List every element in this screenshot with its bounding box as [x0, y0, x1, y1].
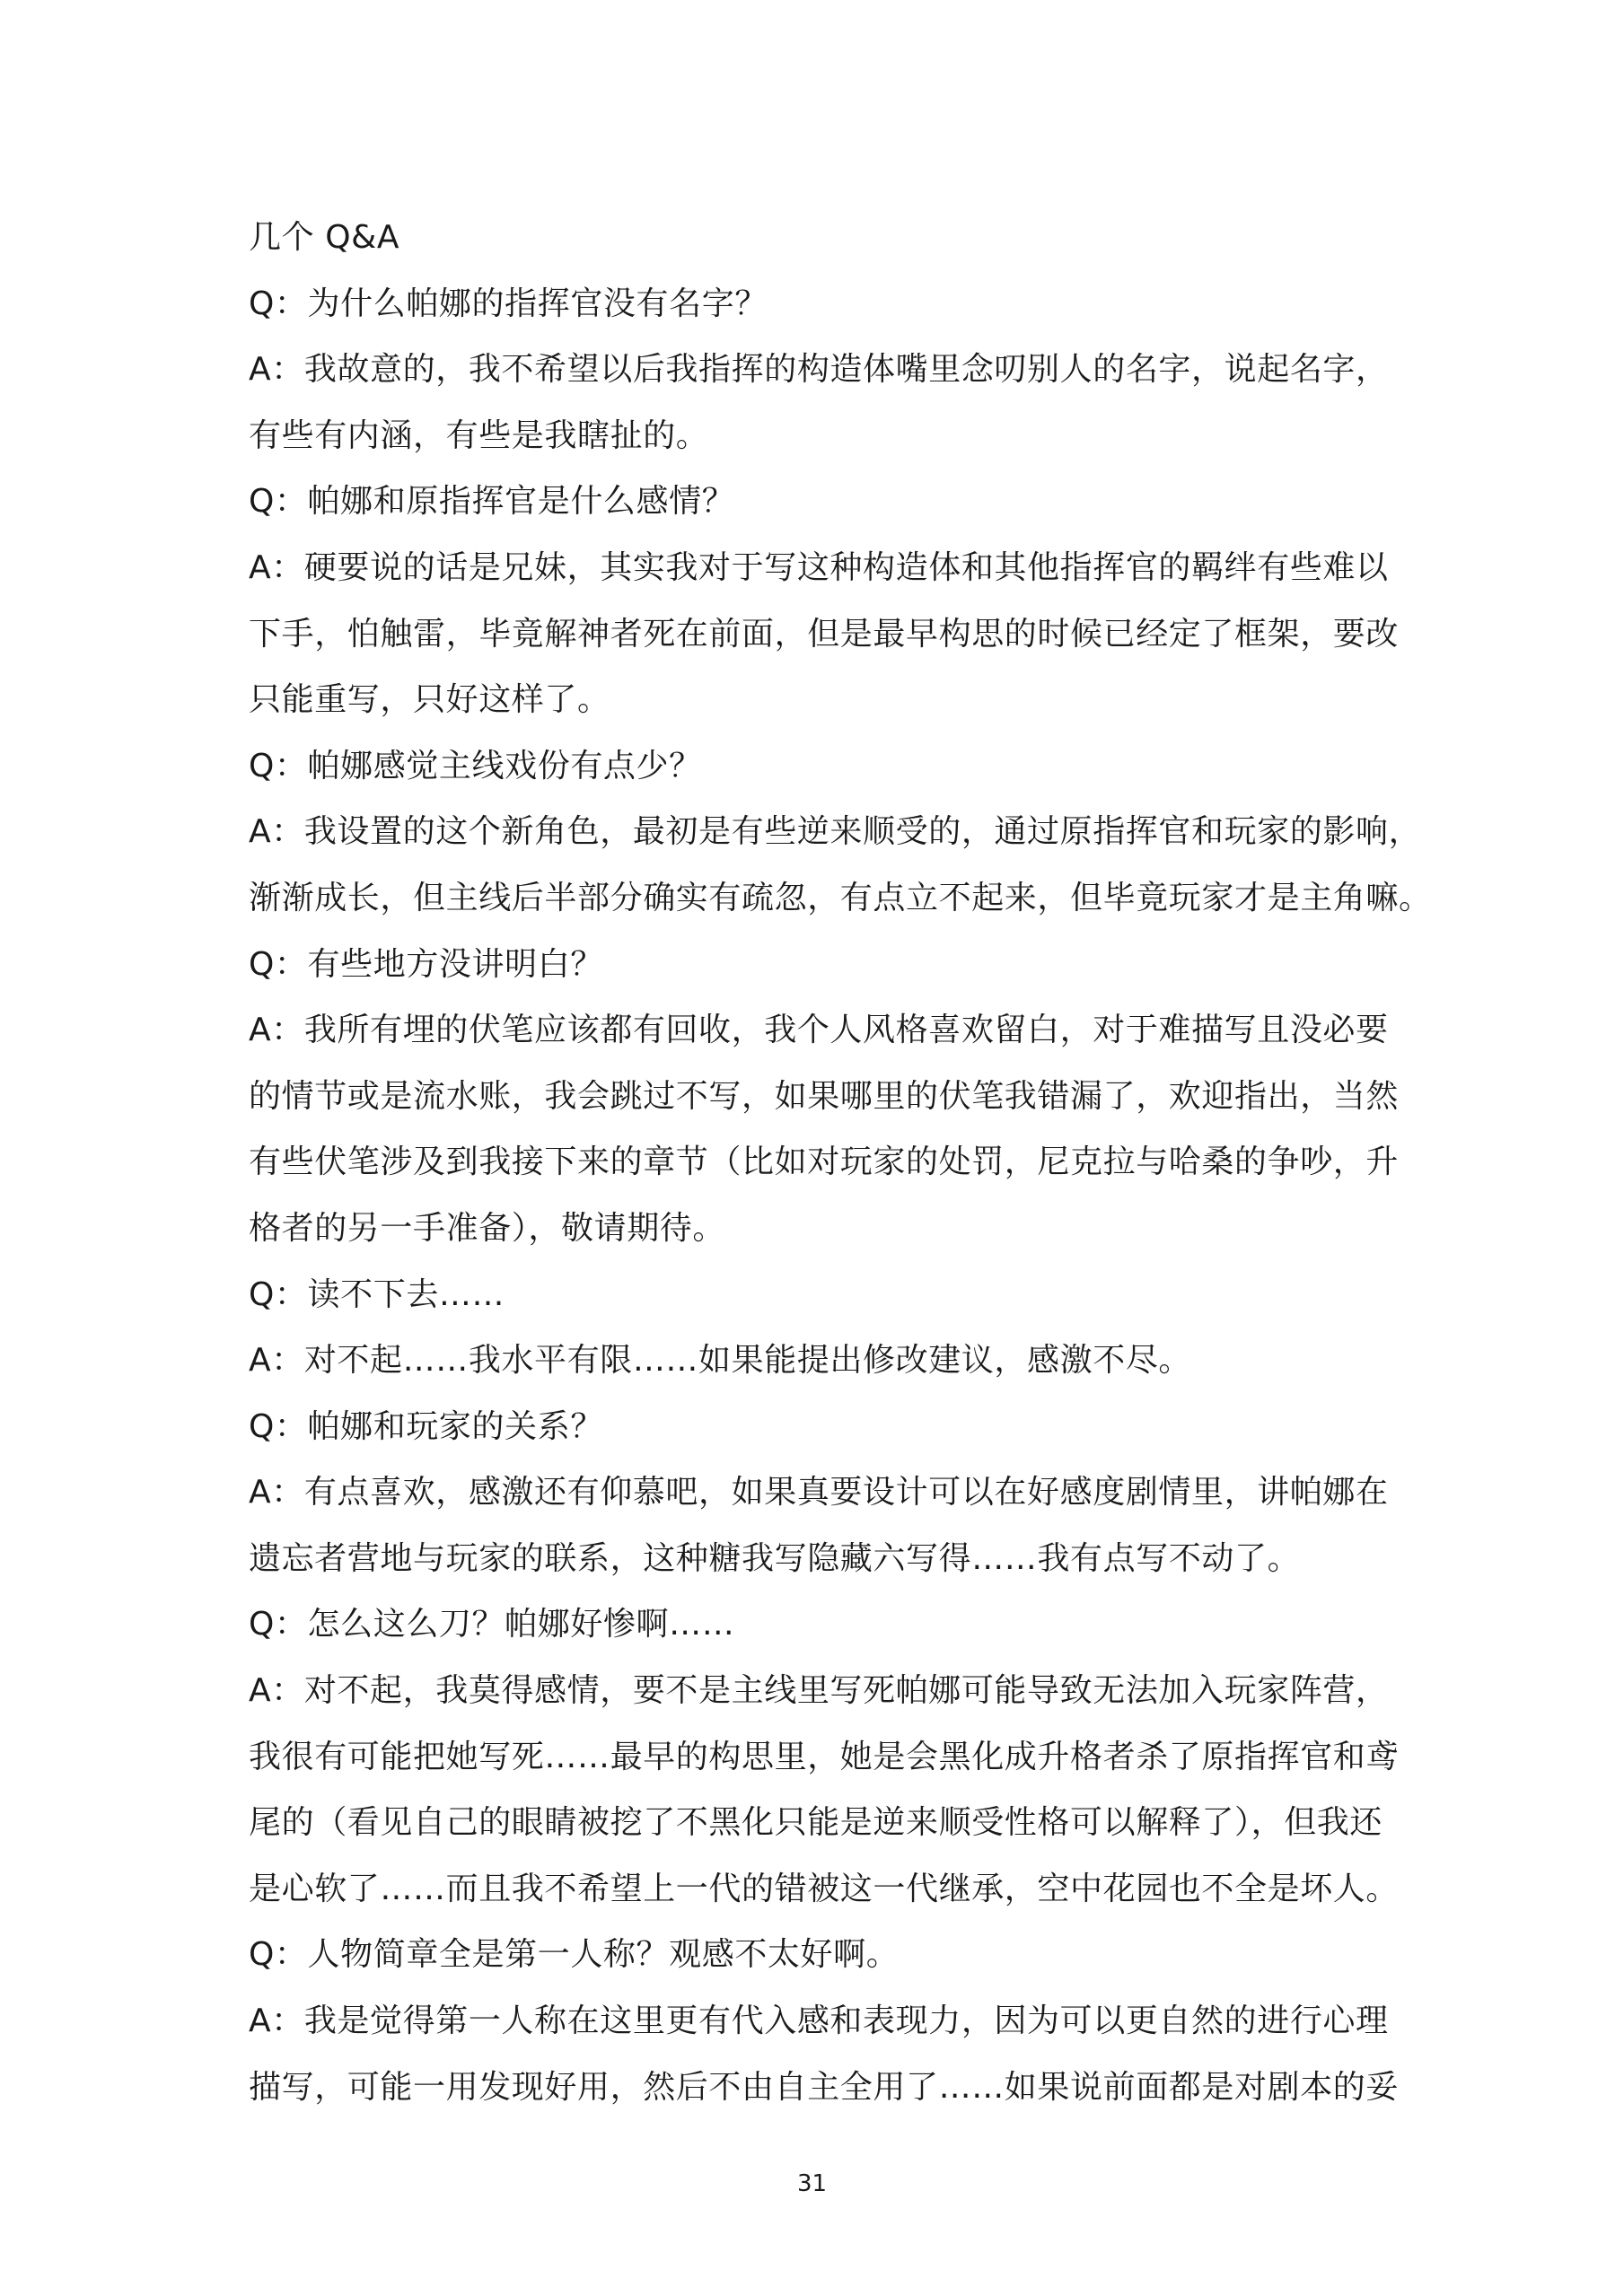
- text-line: 的情节或是流水账，我会跳过不写，如果哪里的伏笔我错漏了，欢迎指出，当然: [249, 1077, 1400, 1115]
- text-line: Q：人物简章全是第一人称？观感不太好啊。: [249, 1936, 900, 1974]
- text-line: 渐渐成长，但主线后半部分确实有疏忽，有点立不起来，但毕竟玩家才是主角嘛。: [249, 879, 1432, 916]
- text-line: A：对不起，我莫得感情，要不是主线里写死帕娜可能导致无法加入玩家阵营，: [249, 1672, 1389, 1710]
- text-line: 下手，怕触雷，毕竟解神者死在前面，但是最早构思的时候已经定了框架，要改: [249, 615, 1400, 653]
- text-line: Q：怎么这么刀？帕娜好惨啊……: [249, 1606, 735, 1643]
- text-line: A：硬要说的话是兄妹，其实我对于写这种构造体和其他指挥官的羁绊有些难以: [249, 548, 1389, 586]
- text-line: 是心软了……而且我不希望上一代的错被这一代继承，空中花园也不全是坏人。: [249, 1870, 1400, 1907]
- text-line: Q：有些地方没讲明白？: [249, 945, 603, 983]
- text-line: A：对不起……我水平有限……如果能提出修改建议，感激不尽。: [249, 1342, 1192, 1380]
- text-line: 尾的（看见自己的眼睛被挖了不黑化只能是逆来顺受性格可以解释了），但我还: [249, 1804, 1383, 1842]
- text-line: A：有点喜欢，感激还有仰慕吧，如果真要设计可以在好感度剧情里，讲帕娜在: [249, 1474, 1389, 1512]
- text-line: 有些有内涵，有些是我瞎扯的。: [249, 416, 709, 454]
- page-number: 31: [796, 2170, 828, 2197]
- text-line: Q：帕娜感觉主线戏份有点少？: [249, 747, 702, 784]
- text-line: A：我所有埋的伏笔应该都有回收，我个人风格喜欢留白，对于难描写且没必要: [249, 1012, 1389, 1049]
- text-line: Q：读不下去……: [249, 1275, 505, 1313]
- text-line: 格者的另一手准备），敬请期待。: [249, 1209, 726, 1247]
- text-line: Q：为什么帕娜的指挥官没有名字？: [249, 285, 768, 322]
- text-line: 描写，可能一用发现好用，然后不由自主全用了……如果说前面都是对剧本的妥: [249, 2068, 1400, 2106]
- text-body: [249, 205, 1432, 2120]
- text-line: 遗忘者营地与玩家的联系，这种糖我写隐藏六写得……我有点写不动了。: [249, 1539, 1301, 1577]
- text-line: A：我故意的，我不希望以后我指挥的构造体嘴里念叨别人的名字，说起名字，: [249, 351, 1389, 389]
- text-line: Q：帕娜和原指挥官是什么感情？: [249, 483, 735, 521]
- text-line: 有些伏笔涉及到我接下来的章节（比如对玩家的处罚，尼克拉与哈桑的争吵，升: [249, 1144, 1400, 1181]
- text-line: 几个 Q&A: [249, 219, 400, 256]
- text-line: 只能重写，只好这样了。: [249, 681, 610, 719]
- text-line: A：我设置的这个新角色，最初是有些逆来顺受的，通过原指挥官和玩家的影响，: [249, 813, 1422, 851]
- text-line: A：我是觉得第一人称在这里更有代入感和表现力，因为可以更自然的进行心理: [249, 2002, 1389, 2040]
- text-line: 我很有可能把她写死……最早的构思里，她是会黑化成升格者杀了原指挥官和鸢: [249, 1738, 1400, 1775]
- text-line: Q：帕娜和玩家的关系？: [249, 1407, 603, 1445]
